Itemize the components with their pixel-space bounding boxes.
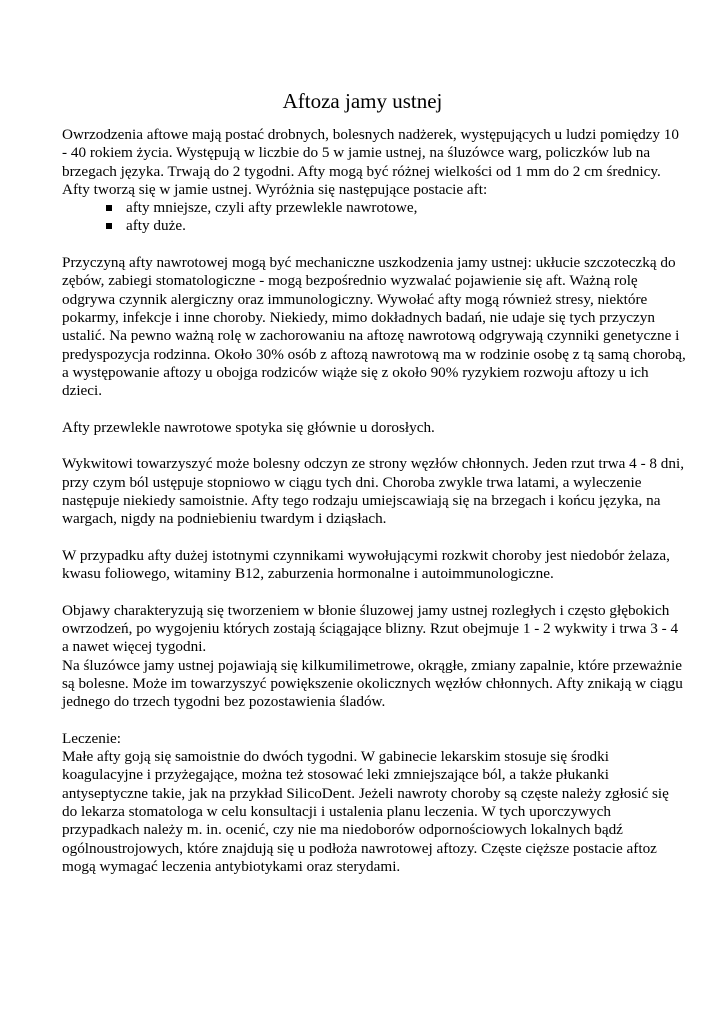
text-line: odgrywa czynnik alergiczny oraz immunologiczny. Wywołać afty mogą również stresy, niektóre <box>62 290 648 308</box>
paragraph-spacer <box>62 529 677 547</box>
text-line: Owrzodzenia aftowe mają postać drobnych, bolesnych nadżerek, występujących u ludzi pomiędzy 10 <box>62 126 679 143</box>
text-line: antyseptyczne takie, jak na przykład SilicoDent. Jeżeli nawroty choroby są częste należy zgłosić się <box>62 784 669 802</box>
paragraph-symptoms <box>62 601 683 712</box>
text-line: mogą wymagać leczenia antybiotykami oraz sterydami. <box>62 857 401 875</box>
paragraph-treatment <box>62 730 677 876</box>
paragraph-spacer <box>62 583 677 601</box>
text-line: przy czym ból ustępuje stopniowo w ciągu tych dni. Choroba zwykle trwa latami, a wyleczenie <box>62 473 642 491</box>
text-line: Małe afty goją się samoistnie do dwóch tygodni. W gabinecie lekarskim stosuje się środki <box>62 748 609 766</box>
text-line: ogólnoustrojowych, które znajdują się u podłoża nawrotowej aftozy. Częste cięższe postacie aftoz <box>62 839 657 857</box>
text-line: są bolesne. Może im towarzyszyć powiększenie okolicznych węzłów chłonnych. Afty znikają w ciągu <box>62 674 683 692</box>
paragraph-spacer <box>62 236 677 254</box>
text-line: ustalić. Na pewno ważną rolę w zachorowaniu na aftozę nawrotową odgrywają czynniki genetyczne i <box>62 327 680 345</box>
text-line: Afty tworzą się w jamie ustnej. Wyróżnia się następujące postacie aft: <box>62 180 488 198</box>
text-line: jednego do trzech tygodni bez pozostawienia śladów. <box>62 693 386 711</box>
text-line: owrzodzeń, po wygojeniu których zostają ściągające blizny. Rzut obejmuje 1 - 2 wykwity i trwa 3 - 4 <box>62 620 679 638</box>
text-line: Wykwitowi towarzyszyć może bolesny odczyn ze strony węzłów chłonnych. Jeden rzut trwa 4 - 8 dni, <box>62 455 685 473</box>
text-line: Afty przewlekle nawrotowe spotyka się głównie u dorosłych. <box>62 418 435 436</box>
document-body <box>62 126 686 876</box>
paragraph-adults <box>62 419 677 437</box>
bullet-square-icon <box>106 205 112 211</box>
text-line: koagulacyjne i przyżegające, można też stosować leki zmniejszające ból, a także płukanki <box>62 766 609 784</box>
paragraph-intro <box>62 126 677 199</box>
paragraph-course <box>62 455 685 528</box>
text-line: a nawet więcej tygodni. <box>62 638 207 656</box>
list-item <box>62 199 677 217</box>
list-item-text: afty mniejsze, czyli afty przewlekle nawrotowe, <box>126 199 418 217</box>
text-line: Leczenie: <box>62 729 122 747</box>
text-line: a występowanie aftozy u obojga rodziców wiąże się z około 90% ryzykiem rozwoju aftozy u ich <box>62 363 649 381</box>
text-line: predyspozycja rodzinna. Około 30% osób z aftozą nawrotową ma w rodzinie osobę z tą samą chorobą, <box>62 345 686 363</box>
list-item <box>62 217 677 235</box>
text-line: zębów, zabiegi stomatologiczne - mogą bezpośrednio wyzwalać pojawienie się aft. Ważną rolę <box>62 272 638 290</box>
text-line: brzegach języka. Trwają do 2 tygodni. Afty mogą być różnej wielkości od 1 mm do 2 cm średnicy. <box>62 162 661 180</box>
document-title: Aftoza jamy ustnej <box>282 89 443 113</box>
paragraph-spacer <box>62 400 677 418</box>
text-line: przypadkach należy m. in. ocenić, czy nie ma niedoborów odpornościowych lokalnych bądź <box>62 821 623 839</box>
text-line: - 40 rokiem życia. Występują w liczbie do 5 w jamie ustnej, na śluzówce warg, policzków lub na <box>62 144 651 162</box>
paragraph-spacer <box>62 437 677 455</box>
text-line: W przypadku afty dużej istotnymi czynnikami wywołującymi rozkwit choroby jest niedobór żelaza, <box>62 546 670 564</box>
text-line: następuje niekiedy samoistnie. Afty tego rodzaju umiejscawiają się na brzegach i końcu języka, na <box>62 491 661 509</box>
list-item-text: afty duże. <box>126 217 186 235</box>
text-line: kwasu foliowego, witaminy B12, zaburzenia hormonalne i autoimmunologiczne. <box>62 565 554 583</box>
paragraph-causes <box>62 254 686 400</box>
bullet-list <box>62 199 677 236</box>
text-line: do lekarza stomatologa w celu konsultacji i ustalenia planu leczenia. W tych uporczywych <box>62 802 611 820</box>
text-line: Objawy charakteryzują się tworzeniem w błonie śluzowej jamy ustnej rozległych i często głębokich <box>62 601 670 619</box>
text-line: wargach, nigdy na podniebieniu twardym i dziąsłach. <box>62 510 387 528</box>
text-line: pokarmy, infekcje i inne choroby. Niekiedy, mimo dokładnych badań, nie udaje się tych przyczyn <box>62 308 655 326</box>
paragraph-large-aphtha <box>62 547 677 584</box>
text-line: dzieci. <box>62 382 103 400</box>
bullet-square-icon <box>106 223 112 229</box>
paragraph-spacer <box>62 712 677 730</box>
text-line: Przyczyną afty nawrotowej mogą być mechaniczne uszkodzenia jamy ustnej: ukłucie szczoteczką do <box>62 254 676 272</box>
text-line: Na śluzówce jamy ustnej pojawiają się kilkumilimetrowe, okrągłe, zmiany zapalnie, które przeważnie <box>62 656 682 674</box>
